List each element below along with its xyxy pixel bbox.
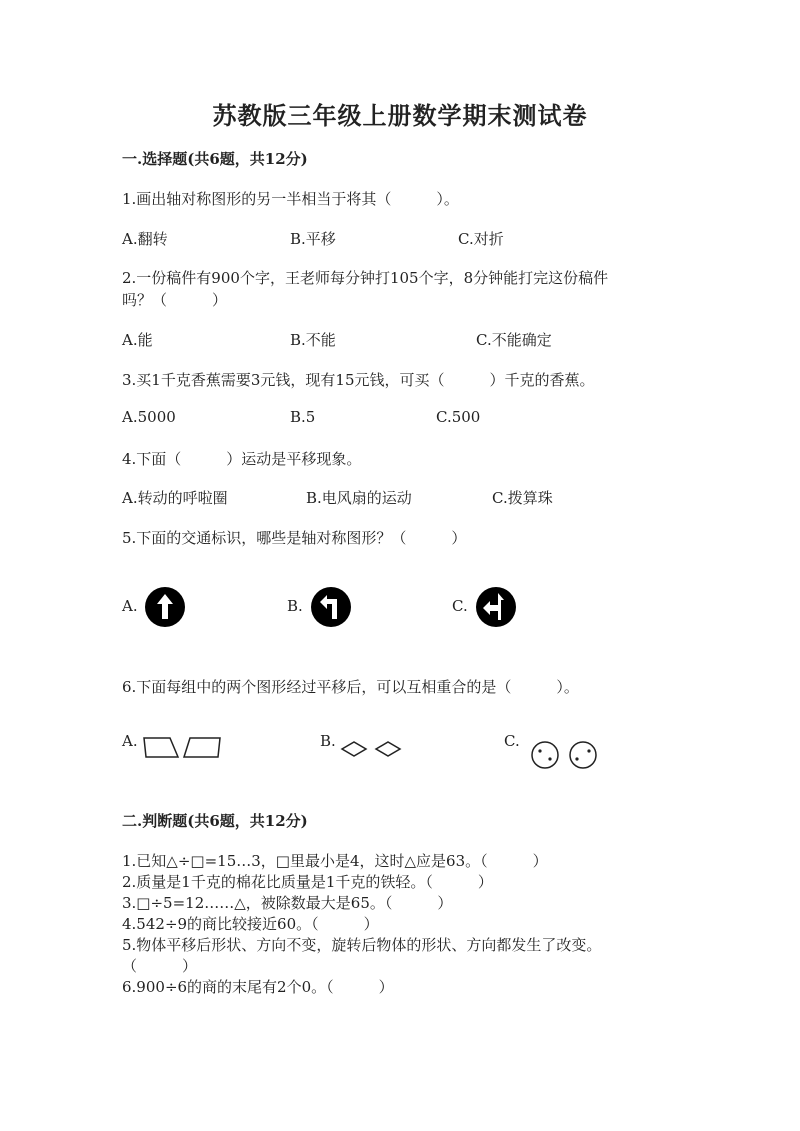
section-heading-choice: 一.选择题(共6题，共12分) xyxy=(122,150,308,168)
question-1-stem: 1.画出轴对称图形的另一半相当于将其（ ）。 xyxy=(122,190,459,208)
question-1-option-b[interactable]: B.平移 xyxy=(290,230,336,248)
question-6-stem: 6.下面每组中的两个图形经过平移后，可以互相重合的是（ ）。 xyxy=(122,678,579,696)
question-6-option-a[interactable]: A. xyxy=(122,732,138,750)
section-heading-judgement: 二.判断题(共6题，共12分) xyxy=(122,812,308,830)
question-3-option-b[interactable]: B.5 xyxy=(290,408,316,426)
question-1-option-c[interactable]: C.对折 xyxy=(458,230,504,248)
question-5-option-b[interactable]: B. xyxy=(287,597,303,615)
question-2-option-a[interactable]: A.能 xyxy=(122,331,153,349)
question-2-stem-line1: 2.一份稿件有900个字，王老师每分钟打105个字，8分钟能打完这份稿件 xyxy=(122,269,609,287)
question-6-option-c[interactable]: C. xyxy=(504,732,520,750)
question-5-option-a[interactable]: A. xyxy=(122,597,138,615)
trapezoid-pair-icon xyxy=(142,736,222,760)
question-2-option-b[interactable]: B.不能 xyxy=(290,331,336,349)
question-3-stem: 3.买1千克香蕉需要3元钱，现有15元钱，可买（ ）千克的香蕉。 xyxy=(122,371,595,389)
fork-arrow-sign-icon xyxy=(475,586,517,628)
question-3-option-c[interactable]: C.500 xyxy=(436,408,481,426)
arrow-up-sign-icon xyxy=(144,586,186,628)
turn-left-sign-icon xyxy=(310,586,352,628)
judgement-item-5: 5.物体平移后形状、方向不变，旋转后物体的形状、方向都发生了改变。 xyxy=(122,936,602,954)
judgement-item-1: 1.已知△÷□=15…3，□里最小是4，这时△应是63。（ ） xyxy=(122,852,548,870)
judgement-item-3: 3.□÷5=12……△，被除数最大是65。（ ） xyxy=(122,894,453,912)
dotted-circle-pair-icon xyxy=(530,740,602,770)
question-4-option-b[interactable]: B.电风扇的运动 xyxy=(306,489,412,507)
question-5-stem: 5.下面的交通标识，哪些是轴对称图形？（ ） xyxy=(122,529,467,547)
judgement-item-4: 4.542÷9的商比较接近60。（ ） xyxy=(122,915,379,933)
question-2-stem-line2: 吗？（ ） xyxy=(122,291,228,309)
judgement-item-6: 6.900÷6的商的末尾有2个0。（ ） xyxy=(122,978,394,996)
judgement-item-5-answer-blank: （ ） xyxy=(122,957,198,975)
page-title: 苏教版三年级上册数学期末测试卷 xyxy=(212,101,588,130)
judgement-item-2: 2.质量是1千克的棉花比质量是1千克的铁轻。（ ） xyxy=(122,873,493,891)
question-3-option-a[interactable]: A.5000 xyxy=(122,408,176,426)
question-1-option-a[interactable]: A.翻转 xyxy=(122,230,168,248)
question-4-option-c[interactable]: C.拨算珠 xyxy=(492,489,553,507)
question-2-option-c[interactable]: C.不能确定 xyxy=(476,331,552,349)
question-6-option-b[interactable]: B. xyxy=(320,732,336,750)
question-4-stem: 4.下面（ ）运动是平移现象。 xyxy=(122,450,362,468)
question-5-option-c[interactable]: C. xyxy=(452,597,468,615)
question-4-option-a[interactable]: A.转动的呼啦圈 xyxy=(122,489,228,507)
rhombus-pair-icon xyxy=(340,739,404,759)
